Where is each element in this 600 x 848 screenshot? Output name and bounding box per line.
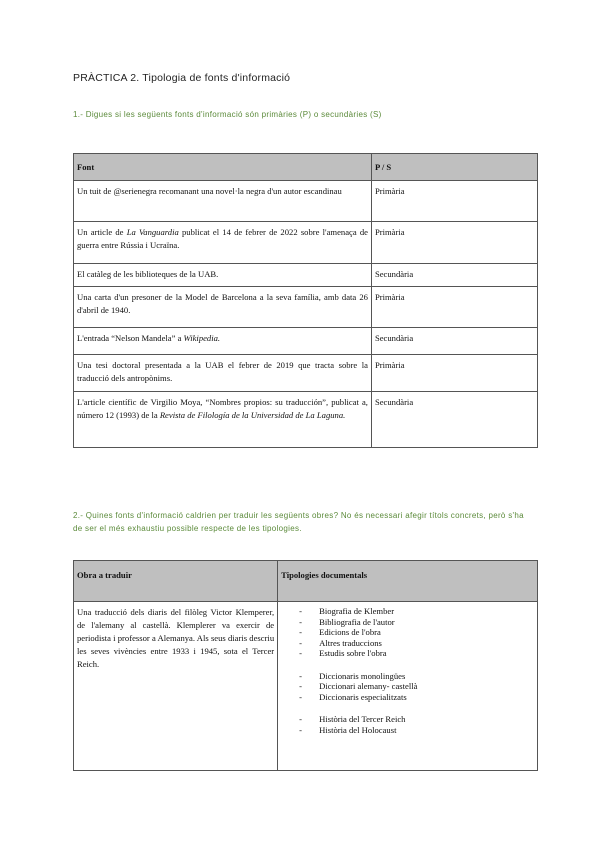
header-ps: P / S bbox=[371, 154, 537, 181]
type-cell: Primària bbox=[371, 181, 537, 222]
list-item: - Bibliografia de l'autor bbox=[299, 617, 534, 628]
table-row bbox=[74, 222, 538, 264]
table-row bbox=[74, 602, 538, 771]
list-item: - Altres traduccions bbox=[299, 638, 534, 649]
header-types: Tipologies documentals bbox=[278, 561, 538, 602]
source-cell bbox=[74, 328, 372, 355]
table-row bbox=[74, 181, 538, 222]
source-title: Wikipedia. bbox=[183, 333, 221, 343]
type-cell: Primària bbox=[371, 287, 537, 328]
type-cell: Secundària bbox=[371, 264, 537, 287]
sources-table bbox=[73, 153, 538, 448]
table-header-row bbox=[74, 154, 538, 181]
source-cell bbox=[74, 222, 372, 264]
type-cell: Secundària bbox=[371, 328, 537, 355]
table-row bbox=[74, 328, 538, 355]
source-cell bbox=[74, 392, 372, 448]
document-types-list bbox=[281, 606, 534, 735]
type-cell: Primària bbox=[371, 355, 537, 392]
list-item: - Edicions de l'obra bbox=[299, 627, 534, 638]
table-row bbox=[74, 264, 538, 287]
source-title: La Vanguardia bbox=[126, 227, 179, 237]
source-cell: El catàleg de les biblioteques de la UAB. bbox=[74, 264, 372, 287]
table-row bbox=[74, 287, 538, 328]
source-title: Revista de Filología de la Universidad de La Laguna. bbox=[159, 410, 346, 420]
source-cell: Una tesi doctoral presentada a la UAB el febrer de 2019 que tracta sobre la traducció dels antropònims. bbox=[74, 355, 372, 392]
type-cell: Primària bbox=[371, 222, 537, 264]
source-text: publicat el 14 de febrer de 2022 sobre l'amenaça de guerra entre Rússia i Ucraïna. bbox=[77, 227, 368, 250]
question-2: 2.- Quines fonts d'informació caldrien per traduir les següents obres? No és necessari afegir títols concrets, però s'ha de ser el més exhaustiu possible respecte de les tipologies. bbox=[73, 511, 524, 533]
list-item: - Diccionari alemany- castellà bbox=[299, 681, 534, 692]
question-1: 1.- Digues si les següents fonts d'informació són primàries (P) o secundàries (S) bbox=[73, 110, 382, 119]
list-item: - Història del Holocaust bbox=[299, 725, 534, 736]
work-cell: Una traducció dels diaris del filòleg Victor Klemperer, de l'alemany al castellà. Klemplerer va exercir de periodista i professor a Alemanya. Als seus diaris descriu les seves vivències entre 1933 i 1945, sota el Tercer Reich. bbox=[74, 602, 278, 771]
table-row bbox=[74, 355, 538, 392]
type-cell: Secundària bbox=[371, 392, 537, 448]
source-cell: Un tuit de @serienegra recomanant una novel·la negra d'un autor escandinau bbox=[74, 181, 372, 222]
header-font: Font bbox=[74, 154, 372, 181]
source-cell: Una carta d'un presoner de la Model de Barcelona a la seva família, amb data 26 d'abril de 1940. bbox=[74, 287, 372, 328]
table-header-row bbox=[74, 561, 538, 602]
types-cell bbox=[278, 602, 538, 771]
list-item: - Diccionaris especialitzats bbox=[299, 692, 534, 703]
header-work: Obra a traduir bbox=[74, 561, 278, 602]
translation-table bbox=[73, 560, 538, 771]
source-text: Un article de bbox=[77, 227, 127, 237]
table-row bbox=[74, 392, 538, 448]
list-item: - Diccionaris monolingües bbox=[299, 671, 534, 682]
source-text: L'entrada “Nelson Mandela” a bbox=[77, 333, 184, 343]
page-title: PRÀCTICA 2. Tipologia de fonts d'informació bbox=[73, 72, 291, 84]
list-item: - Història del Tercer Reich bbox=[299, 714, 534, 725]
list-item: - Estudis sobre l'obra bbox=[299, 648, 534, 659]
list-item: - Biografia de Klember bbox=[299, 606, 534, 617]
source-text: L'article científic de Virgilio Moya, “Nombres propios: su traducción”, publicat a, número 12 (1993) de la bbox=[77, 397, 368, 420]
